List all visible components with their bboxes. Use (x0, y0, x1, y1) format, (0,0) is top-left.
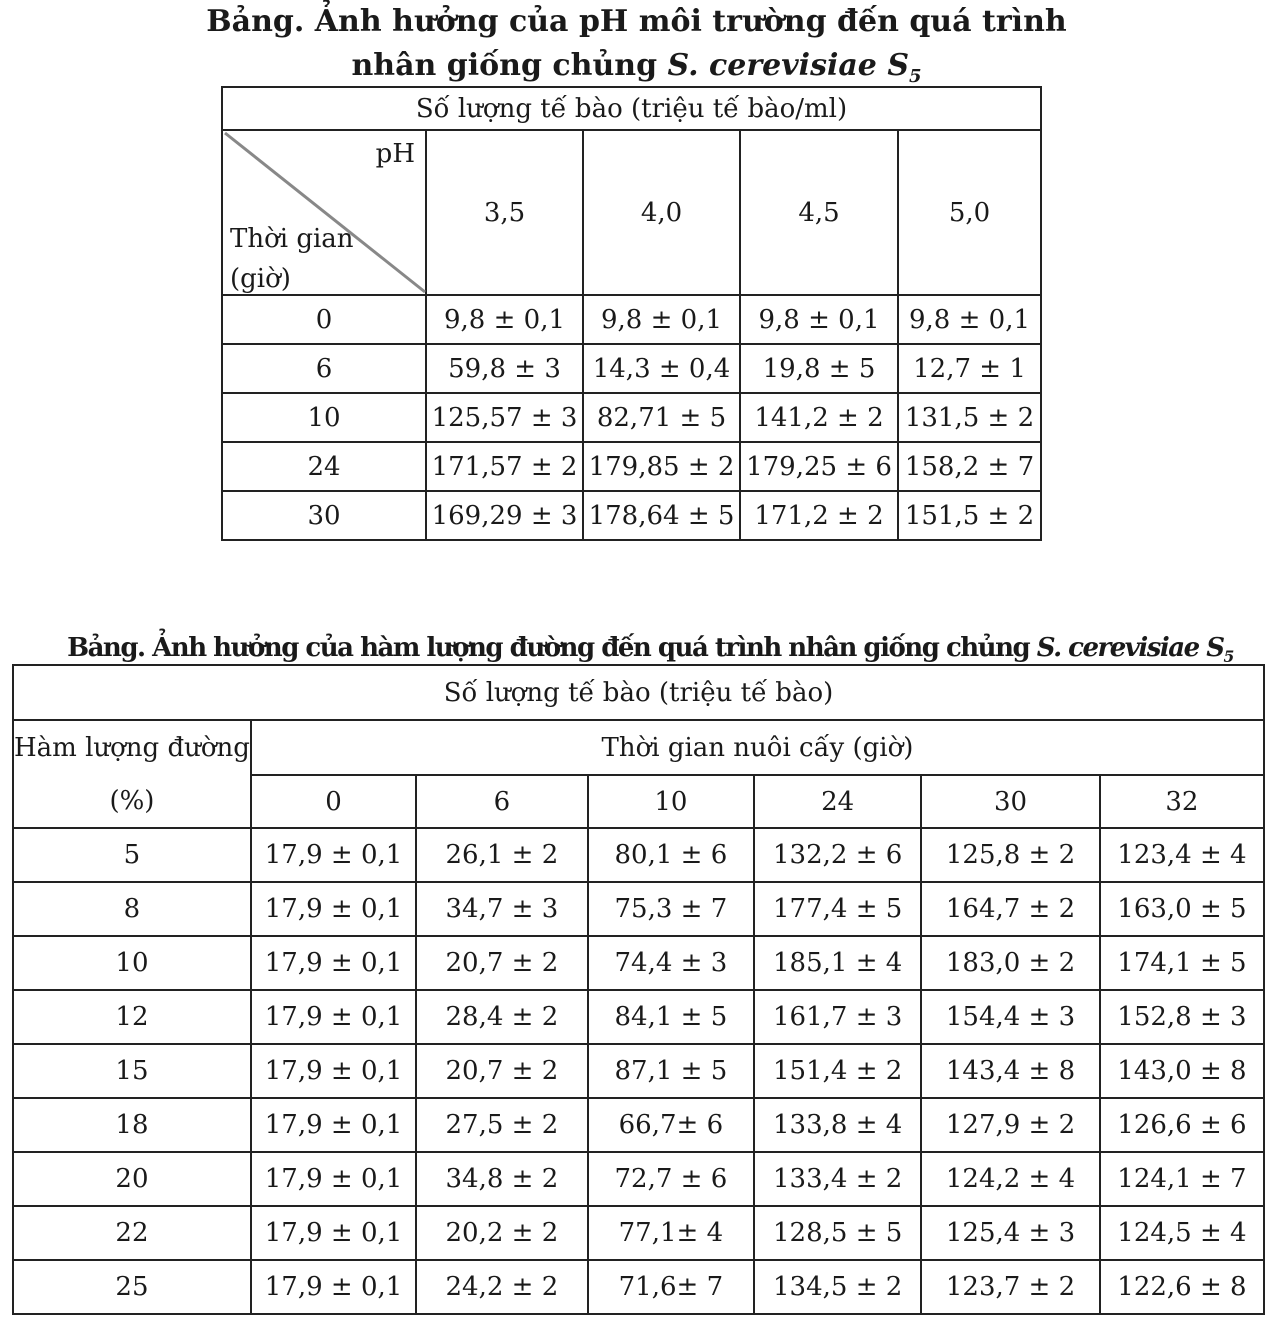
table-cell: 26,1 ± 2 (416, 828, 587, 882)
table-cell: 34,8 ± 2 (416, 1152, 587, 1206)
table1-ph-label: pH (375, 139, 415, 169)
table-cell: 169,29 ± 3 (426, 491, 583, 540)
table-cell: 14,3 ± 0,4 (583, 344, 740, 393)
table-row (13, 1152, 1264, 1206)
table-cell: 164,7 ± 2 (921, 882, 1100, 936)
table-row (13, 990, 1264, 1044)
table-cell: 178,64 ± 5 (583, 491, 740, 540)
table2-sugar-cell: 15 (13, 1044, 251, 1098)
table-cell: 9,8 ± 0,1 (426, 295, 583, 344)
table-cell: 71,6± 7 (588, 1260, 755, 1314)
table-cell: 72,7 ± 6 (588, 1152, 755, 1206)
table-cell: 124,5 ± 4 (1100, 1206, 1264, 1260)
table-cell: 20,7 ± 2 (416, 1044, 587, 1098)
table-row (13, 1098, 1264, 1152)
table1-title-prefix: nhân giống chủng (351, 48, 668, 83)
table-cell: 84,1 ± 5 (588, 990, 755, 1044)
table-cell: 9,8 ± 0,1 (898, 295, 1041, 344)
table1-title-species (667, 48, 922, 87)
table2-column-header: 10 (588, 775, 755, 828)
table-cell: 17,9 ± 0,1 (251, 936, 416, 990)
table-cell: 143,0 ± 8 (1100, 1044, 1264, 1098)
table-cell: 154,4 ± 3 (921, 990, 1100, 1044)
table-cell: 77,1± 4 (588, 1206, 755, 1260)
table-cell: 74,4 ± 3 (588, 936, 755, 990)
table2-sugar-cell: 18 (13, 1098, 251, 1152)
table2-column-header: 30 (921, 775, 1100, 828)
table1-time-cell: 24 (222, 442, 426, 491)
table-cell: 125,8 ± 2 (921, 828, 1100, 882)
table-cell: 20,2 ± 2 (416, 1206, 587, 1260)
table2-sugar-cell: 10 (13, 936, 251, 990)
table2-column-header: 6 (416, 775, 587, 828)
table-cell: 28,4 ± 2 (416, 990, 587, 1044)
table-row (13, 828, 1264, 882)
table-cell: 158,2 ± 7 (898, 442, 1041, 491)
table-cell: 123,4 ± 4 (1100, 828, 1264, 882)
table2-title-prefix: Bảng. Ảnh hưởng của hàm lượng đường đến quá trình nhân giống chủng (67, 633, 1037, 663)
table-row (222, 393, 1041, 442)
table-cell: 133,4 ± 2 (754, 1152, 921, 1206)
table1-time-cell: 30 (222, 491, 426, 540)
table-cell: 174,1 ± 5 (1100, 936, 1264, 990)
table-cell: 123,7 ± 2 (921, 1260, 1100, 1314)
table1-diagonal-header-cell (222, 130, 426, 295)
table2-sugar-cell: 5 (13, 828, 251, 882)
table1-time-label-line1: Thời gian (230, 224, 354, 254)
table-cell: 17,9 ± 0,1 (251, 1206, 416, 1260)
table-cell: 20,7 ± 2 (416, 936, 587, 990)
table2-sugar-cell: 12 (13, 990, 251, 1044)
table-cell: 17,9 ± 0,1 (251, 882, 416, 936)
table-cell: 124,1 ± 7 (1100, 1152, 1264, 1206)
table-cell: 183,0 ± 2 (921, 936, 1100, 990)
table-cell: 179,25 ± 6 (740, 442, 898, 491)
table-row (222, 295, 1041, 344)
table-cell: 134,5 ± 2 (754, 1260, 921, 1314)
table1-column-header: 3,5 (426, 130, 583, 295)
table1-time-cell: 10 (222, 393, 426, 442)
table-cell: 17,9 ± 0,1 (251, 1152, 416, 1206)
table1-title-line1: Bảng. Ảnh hưởng của pH môi trường đến quá trình (206, 4, 1067, 39)
table-cell: 126,6 ± 6 (1100, 1098, 1264, 1152)
table-cell: 75,3 ± 7 (588, 882, 755, 936)
table2-row-label-unit: (%) (13, 775, 251, 828)
table1-time-cell: 0 (222, 295, 426, 344)
table-cell: 185,1 ± 4 (754, 936, 921, 990)
table1-species-name: S. cerevisiae S (667, 48, 909, 83)
table-cell: 179,85 ± 2 (583, 442, 740, 491)
table-cell: 9,8 ± 0,1 (583, 295, 740, 344)
table2-column-header: 0 (251, 775, 416, 828)
table1-column-header: 4,0 (583, 130, 740, 295)
table-row (13, 1260, 1264, 1314)
table-cell: 171,57 ± 2 (426, 442, 583, 491)
table-cell: 19,8 ± 5 (740, 344, 898, 393)
table-cell: 17,9 ± 0,1 (251, 828, 416, 882)
table1-time-cell: 6 (222, 344, 426, 393)
table-cell: 27,5 ± 2 (416, 1098, 587, 1152)
table-cell: 131,5 ± 2 (898, 393, 1041, 442)
table1-time-label-line2: (giờ) (230, 264, 291, 294)
table-cell: 132,2 ± 6 (754, 828, 921, 882)
table-cell: 151,5 ± 2 (898, 491, 1041, 540)
table2-sugar-cell: 25 (13, 1260, 251, 1314)
table-cell: 59,8 ± 3 (426, 344, 583, 393)
table-row (222, 442, 1041, 491)
table2-column-header: 24 (754, 775, 921, 828)
table-cell: 66,7± 6 (588, 1098, 755, 1152)
table-cell: 151,4 ± 2 (754, 1044, 921, 1098)
table-cell: 125,57 ± 3 (426, 393, 583, 442)
table-row (13, 1206, 1264, 1260)
table2-row-label-header: Hàm lượng đường (13, 720, 251, 775)
table-cell: 177,4 ± 5 (754, 882, 921, 936)
table2-column-header: 32 (1100, 775, 1264, 828)
table1-column-header: 4,5 (740, 130, 898, 295)
table1-time-label (230, 219, 354, 299)
ph-effect-table (221, 86, 1042, 541)
table-cell: 82,71 ± 5 (583, 393, 740, 442)
table2-species-subscript: 5 (1223, 647, 1233, 667)
table1-header-span: Số lượng tế bào (triệu tế bào/ml) (222, 87, 1041, 130)
table2-sugar-cell: 22 (13, 1206, 251, 1260)
sugar-effect-table (12, 664, 1265, 1315)
table-cell: 161,7 ± 3 (754, 990, 921, 1044)
table1-title (0, 0, 1273, 99)
table2-species-name: S. cerevisiae S (1036, 633, 1224, 663)
table-cell: 80,1 ± 6 (588, 828, 755, 882)
table2-title-species (1036, 633, 1233, 667)
table-cell: 17,9 ± 0,1 (251, 1260, 416, 1314)
table-row (13, 1044, 1264, 1098)
table2-sugar-cell: 20 (13, 1152, 251, 1206)
table-row (222, 344, 1041, 393)
table-cell: 133,8 ± 4 (754, 1098, 921, 1152)
table-row (222, 491, 1041, 540)
table2-header-span: Số lượng tế bào (triệu tế bào) (13, 665, 1264, 720)
table-cell: 87,1 ± 5 (588, 1044, 755, 1098)
table-cell: 143,4 ± 8 (921, 1044, 1100, 1098)
table-row (13, 936, 1264, 990)
table-cell: 163,0 ± 5 (1100, 882, 1264, 936)
table-cell: 127,9 ± 2 (921, 1098, 1100, 1152)
table1-species-subscript: 5 (909, 66, 922, 87)
table-cell: 17,9 ± 0,1 (251, 1044, 416, 1098)
table-cell: 12,7 ± 1 (898, 344, 1041, 393)
table-cell: 122,6 ± 8 (1100, 1260, 1264, 1314)
table-cell: 17,9 ± 0,1 (251, 1098, 416, 1152)
table-cell: 128,5 ± 5 (754, 1206, 921, 1260)
table-cell: 17,9 ± 0,1 (251, 990, 416, 1044)
table-cell: 125,4 ± 3 (921, 1206, 1100, 1260)
table-row (13, 882, 1264, 936)
table2-sugar-cell: 8 (13, 882, 251, 936)
table-cell: 141,2 ± 2 (740, 393, 898, 442)
table1-column-header: 5,0 (898, 130, 1041, 295)
table-cell: 34,7 ± 3 (416, 882, 587, 936)
table-cell: 124,2 ± 4 (921, 1152, 1100, 1206)
table2-time-header: Thời gian nuôi cấy (giờ) (251, 720, 1264, 775)
table-cell: 9,8 ± 0,1 (740, 295, 898, 344)
table-cell: 24,2 ± 2 (416, 1260, 587, 1314)
table-cell: 152,8 ± 3 (1100, 990, 1264, 1044)
table-cell: 171,2 ± 2 (740, 491, 898, 540)
